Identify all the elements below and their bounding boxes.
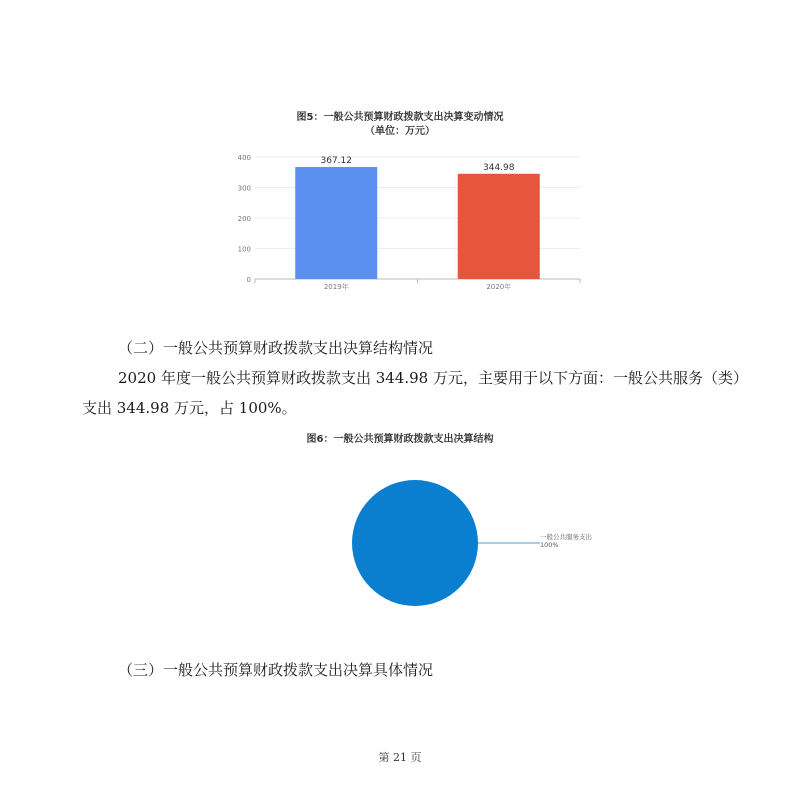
section2-paragraph-line2: 支出 344.98 万元，占 100%。 [82, 399, 297, 417]
pie-slice-percent: 100% [540, 541, 559, 549]
x-tick-label: 2020年 [486, 283, 512, 291]
y-tick-label: 300 [237, 184, 251, 193]
figure5-bar-chart [225, 145, 585, 295]
figure5-title: 图5：一般公共预算财政拨款支出决算变动情况 [296, 112, 504, 123]
y-tick-label: 0 [246, 276, 251, 284]
pie-slice [352, 480, 478, 606]
section2-heading: （二）一般公共预算财政拨款支出决算结构情况 [118, 339, 434, 357]
figure6-title: 图6：一般公共预算财政拨款支出决算结构 [306, 434, 494, 445]
figure6-pie-chart [330, 470, 630, 620]
section3-heading: （三）一般公共预算财政拨款支出决算具体情况 [118, 661, 434, 679]
figure5-subtitle: （单位：万元） [365, 126, 435, 137]
section2-paragraph-line1: 2020 年度一般公共预算财政拨款支出 344.98 万元，主要用于以下方面：一般公共服务（类） [118, 369, 748, 387]
y-tick-label: 400 [237, 154, 251, 162]
page-number: 第 21 页 [378, 751, 422, 764]
bar-value-label: 344.98 [483, 162, 515, 173]
y-tick-label: 100 [237, 245, 251, 254]
bar [458, 174, 540, 279]
bar-value-label: 367.12 [320, 156, 352, 167]
pie-slice-label: 一般公共服务支出 [540, 533, 592, 541]
bar [295, 167, 377, 279]
y-tick-label: 200 [237, 215, 251, 223]
x-tick-label: 2019年 [323, 283, 349, 291]
